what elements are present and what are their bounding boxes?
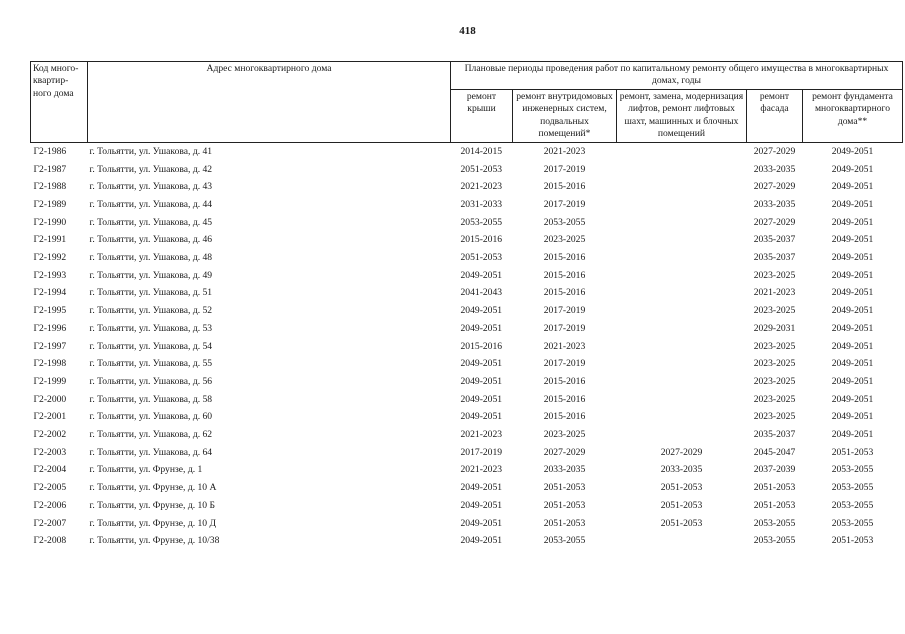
cell-lifts [617, 373, 747, 391]
cell-roof: 2015-2016 [460, 234, 503, 246]
cell-code: Г2-1997 [33, 340, 67, 352]
cell-lifts [617, 178, 747, 196]
cell-address: г. Тольятти, ул. Ушакова, д. 53 [89, 322, 213, 334]
cell-facade: 2035-2037 [753, 252, 796, 264]
cell-foundation: 2049-2051 [831, 287, 874, 299]
cell-address: г. Тольятти, ул. Фрунзе, д. 1 [89, 464, 203, 476]
cell-code: Г2-2004 [33, 464, 67, 476]
cell-facade: 2021-2023 [753, 287, 796, 299]
cell-lifts [617, 426, 747, 444]
cell-foundation: 2053-2055 [831, 499, 874, 511]
cell-lifts [617, 142, 747, 160]
cell-lifts [617, 408, 747, 426]
cell-foundation: 2049-2051 [831, 234, 874, 246]
cell-lifts [617, 231, 747, 249]
cell-roof: 2049-2051 [460, 358, 503, 370]
table-row [31, 142, 903, 160]
cell-lifts: 2033-2035 [660, 464, 703, 476]
cell-roof: 2049-2051 [460, 322, 503, 334]
cell-foundation: 2049-2051 [831, 216, 874, 228]
cell-code: Г2-1998 [33, 358, 67, 370]
cell-roof: 2049-2051 [460, 411, 503, 423]
table-body [31, 142, 903, 550]
cell-code: Г2-2002 [33, 429, 67, 441]
cell-engineering: 2053-2055 [543, 216, 586, 228]
table-row [31, 161, 903, 179]
cell-facade: 2023-2025 [753, 358, 796, 370]
cell-address: г. Тольятти, ул. Ушакова, д. 62 [89, 429, 213, 441]
cell-foundation: 2053-2055 [831, 464, 874, 476]
cell-lifts [617, 532, 747, 550]
cell-roof: 2041-2043 [460, 287, 503, 299]
header-address: Адрес многоквартирного дома [88, 62, 451, 143]
cell-address: г. Тольятти, ул. Ушакова, д. 45 [89, 216, 213, 228]
cell-engineering: 2017-2019 [543, 163, 586, 175]
cell-lifts [617, 267, 747, 285]
table-row [31, 391, 903, 409]
cell-address: г. Тольятти, ул. Ушакова, д. 54 [89, 340, 213, 352]
table-row [31, 461, 903, 479]
cell-facade: 2051-2053 [753, 499, 796, 511]
cell-foundation: 2049-2051 [831, 163, 874, 175]
header-lifts: ремонт, замена, модернизация лифтов, ремонт лифтовых шахт, машинных и блочных помещений [617, 89, 747, 142]
repair-plan-table [30, 61, 903, 550]
cell-code: Г2-1989 [33, 198, 67, 210]
cell-address: г. Тольятти, ул. Фрунзе, д. 10 Д [89, 517, 217, 529]
cell-address: г. Тольятти, ул. Ушакова, д. 48 [89, 252, 213, 264]
cell-address: г. Тольятти, ул. Фрунзе, д. 10/38 [89, 535, 220, 547]
cell-lifts [617, 196, 747, 214]
cell-code: Г2-1993 [33, 269, 67, 281]
cell-engineering: 2015-2016 [543, 287, 586, 299]
cell-facade: 2033-2035 [753, 163, 796, 175]
header-foundation: ремонт фундамента многоквартирного дома** [803, 89, 903, 142]
cell-code: Г2-2007 [33, 517, 67, 529]
table-row [31, 231, 903, 249]
cell-roof: 2015-2016 [460, 340, 503, 352]
cell-roof: 2049-2051 [460, 482, 503, 494]
cell-engineering: 2015-2016 [543, 375, 586, 387]
cell-engineering: 2033-2035 [543, 464, 586, 476]
cell-engineering: 2017-2019 [543, 358, 586, 370]
header-facade: ремонт фасада [747, 89, 803, 142]
cell-roof: 2049-2051 [460, 269, 503, 281]
cell-facade: 2023-2025 [753, 375, 796, 387]
cell-address: г. Тольятти, ул. Ушакова, д. 56 [89, 375, 213, 387]
cell-foundation: 2049-2051 [831, 145, 874, 157]
cell-facade: 2027-2029 [753, 216, 796, 228]
cell-address: г. Тольятти, ул. Фрунзе, д. 10 Б [89, 499, 216, 511]
table-row [31, 214, 903, 232]
cell-engineering: 2015-2016 [543, 411, 586, 423]
cell-engineering: 2023-2025 [543, 234, 586, 246]
cell-address: г. Тольятти, ул. Ушакова, д. 55 [89, 358, 213, 370]
cell-roof: 2014-2015 [460, 145, 503, 157]
cell-code: Г2-1988 [33, 181, 67, 193]
cell-address: г. Тольятти, ул. Ушакова, д. 43 [89, 181, 213, 193]
cell-foundation: 2049-2051 [831, 198, 874, 210]
cell-facade: 2023-2025 [753, 340, 796, 352]
cell-engineering: 2021-2023 [543, 340, 586, 352]
cell-facade: 2033-2035 [753, 198, 796, 210]
cell-foundation: 2049-2051 [831, 181, 874, 193]
cell-engineering: 2023-2025 [543, 429, 586, 441]
cell-roof: 2051-2053 [460, 252, 503, 264]
cell-code: Г2-2008 [33, 535, 67, 547]
cell-roof: 2053-2055 [460, 216, 503, 228]
cell-engineering: 2051-2053 [543, 482, 586, 494]
cell-lifts: 2051-2053 [660, 499, 703, 511]
cell-roof: 2017-2019 [460, 446, 503, 458]
cell-roof: 2021-2023 [460, 464, 503, 476]
cell-lifts [617, 161, 747, 179]
cell-code: Г2-1992 [33, 252, 67, 264]
cell-engineering: 2021-2023 [543, 145, 586, 157]
cell-engineering: 2017-2019 [543, 305, 586, 317]
cell-roof: 2021-2023 [460, 429, 503, 441]
cell-lifts: 2051-2053 [660, 482, 703, 494]
cell-engineering: 2053-2055 [543, 535, 586, 547]
table-row [31, 355, 903, 373]
cell-foundation: 2049-2051 [831, 340, 874, 352]
cell-code: Г2-2003 [33, 446, 67, 458]
cell-engineering: 2051-2053 [543, 499, 586, 511]
cell-address: г. Тольятти, ул. Ушакова, д. 58 [89, 393, 213, 405]
cell-address: г. Тольятти, ул. Фрунзе, д. 10 А [89, 482, 217, 494]
cell-roof: 2049-2051 [460, 305, 503, 317]
cell-lifts [617, 320, 747, 338]
cell-facade: 2051-2053 [753, 482, 796, 494]
cell-engineering: 2015-2016 [543, 269, 586, 281]
cell-lifts [617, 355, 747, 373]
cell-code: Г2-1996 [33, 322, 67, 334]
cell-code: Г2-2001 [33, 411, 67, 423]
table-row [31, 320, 903, 338]
cell-lifts [617, 249, 747, 267]
header-code: Код много-квартир-ного дома [31, 62, 88, 143]
cell-address: г. Тольятти, ул. Ушакова, д. 44 [89, 198, 213, 210]
cell-facade: 2037-2039 [753, 464, 796, 476]
cell-code: Г2-1990 [33, 216, 67, 228]
cell-address: г. Тольятти, ул. Ушакова, д. 41 [89, 145, 213, 157]
cell-foundation: 2051-2053 [831, 446, 874, 458]
cell-roof: 2051-2053 [460, 163, 503, 175]
cell-address: г. Тольятти, ул. Ушакова, д. 49 [89, 269, 213, 281]
cell-code: Г2-1986 [33, 145, 67, 157]
cell-lifts: 2051-2053 [660, 517, 703, 529]
cell-foundation: 2053-2055 [831, 517, 874, 529]
table-row [31, 249, 903, 267]
cell-code: Г2-2000 [33, 393, 67, 405]
table-header [31, 62, 903, 143]
table-row [31, 267, 903, 285]
table-row [31, 178, 903, 196]
table-row [31, 426, 903, 444]
cell-engineering: 2015-2016 [543, 181, 586, 193]
cell-code: Г2-1995 [33, 305, 67, 317]
cell-facade: 2027-2029 [753, 145, 796, 157]
table-row [31, 338, 903, 356]
cell-engineering: 2017-2019 [543, 198, 586, 210]
cell-lifts [617, 284, 747, 302]
cell-facade: 2027-2029 [753, 181, 796, 193]
cell-roof: 2031-2033 [460, 198, 503, 210]
cell-engineering: 2015-2016 [543, 393, 586, 405]
cell-engineering: 2015-2016 [543, 252, 586, 264]
table-row [31, 497, 903, 515]
header-periods: Плановые периоды проведения работ по капитальному ремонту общего имущества в многоквартирных домах, годы [451, 62, 903, 90]
table-row [31, 444, 903, 462]
cell-facade: 2045-2047 [753, 446, 796, 458]
cell-foundation: 2049-2051 [831, 269, 874, 281]
table-row [31, 532, 903, 550]
cell-roof: 2049-2051 [460, 517, 503, 529]
cell-lifts: 2027-2029 [660, 446, 703, 458]
table-row [31, 479, 903, 497]
cell-foundation: 2053-2055 [831, 482, 874, 494]
cell-facade: 2023-2025 [753, 305, 796, 317]
header-engineering: ремонт внутридомовых инженерных систем, подвальных помещений* [513, 89, 617, 142]
table-row [31, 408, 903, 426]
cell-lifts [617, 391, 747, 409]
cell-foundation: 2051-2053 [831, 535, 874, 547]
table-row [31, 302, 903, 320]
cell-roof: 2049-2051 [460, 535, 503, 547]
cell-foundation: 2049-2051 [831, 305, 874, 317]
cell-address: г. Тольятти, ул. Ушакова, д. 64 [89, 446, 213, 458]
cell-foundation: 2049-2051 [831, 393, 874, 405]
cell-foundation: 2049-2051 [831, 429, 874, 441]
page-number: 418 [459, 25, 476, 37]
cell-facade: 2035-2037 [753, 429, 796, 441]
cell-roof: 2049-2051 [460, 499, 503, 511]
cell-address: г. Тольятти, ул. Ушакова, д. 51 [89, 287, 213, 299]
cell-facade: 2023-2025 [753, 411, 796, 423]
cell-facade: 2053-2055 [753, 535, 796, 547]
cell-foundation: 2049-2051 [831, 322, 874, 334]
cell-roof: 2021-2023 [460, 181, 503, 193]
cell-facade: 2053-2055 [753, 517, 796, 529]
cell-address: г. Тольятти, ул. Ушакова, д. 42 [89, 163, 213, 175]
cell-code: Г2-1999 [33, 375, 67, 387]
cell-roof: 2049-2051 [460, 393, 503, 405]
header-roof: ремонт крыши [451, 89, 513, 142]
cell-engineering: 2027-2029 [543, 446, 586, 458]
cell-address: г. Тольятти, ул. Ушакова, д. 60 [89, 411, 213, 423]
cell-lifts [617, 338, 747, 356]
cell-facade: 2023-2025 [753, 269, 796, 281]
cell-foundation: 2049-2051 [831, 375, 874, 387]
cell-code: Г2-2006 [33, 499, 67, 511]
cell-lifts [617, 302, 747, 320]
cell-lifts [617, 214, 747, 232]
table-row [31, 373, 903, 391]
cell-code: Г2-1991 [33, 234, 67, 246]
cell-foundation: 2049-2051 [831, 252, 874, 264]
cell-foundation: 2049-2051 [831, 411, 874, 423]
cell-address: г. Тольятти, ул. Ушакова, д. 46 [89, 234, 213, 246]
cell-code: Г2-2005 [33, 482, 67, 494]
cell-foundation: 2049-2051 [831, 358, 874, 370]
cell-engineering: 2017-2019 [543, 322, 586, 334]
table-row [31, 196, 903, 214]
cell-facade: 2029-2031 [753, 322, 796, 334]
cell-engineering: 2051-2053 [543, 517, 586, 529]
cell-code: Г2-1987 [33, 163, 67, 175]
cell-code: Г2-1994 [33, 287, 67, 299]
cell-facade: 2035-2037 [753, 234, 796, 246]
table-row [31, 515, 903, 533]
cell-address: г. Тольятти, ул. Ушакова, д. 52 [89, 305, 213, 317]
table-row [31, 284, 903, 302]
cell-roof: 2049-2051 [460, 375, 503, 387]
cell-facade: 2023-2025 [753, 393, 796, 405]
